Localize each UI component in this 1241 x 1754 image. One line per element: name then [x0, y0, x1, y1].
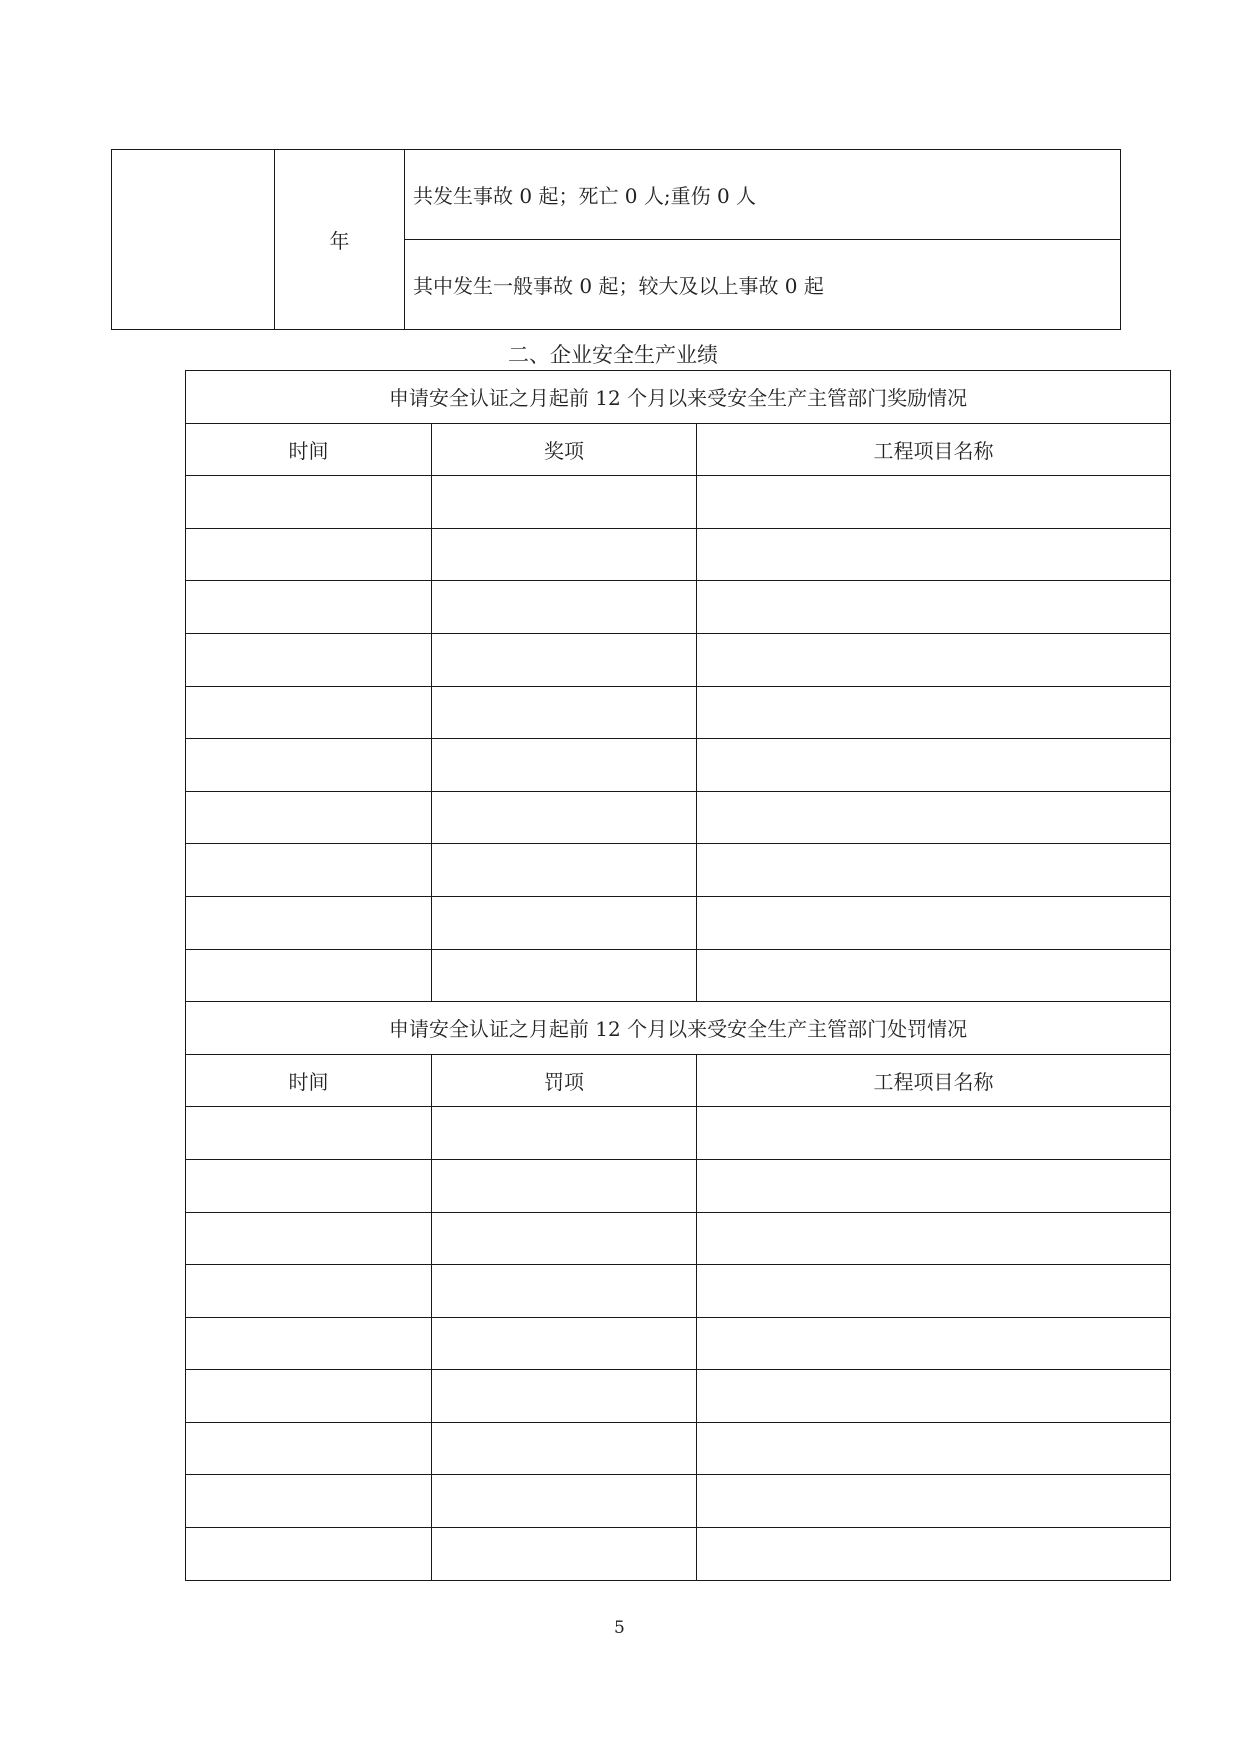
penalties-blank-cell	[697, 1159, 1171, 1212]
awards-blank-cell	[186, 791, 432, 844]
awards-blank-cell	[697, 686, 1171, 739]
penalties-table-row	[186, 1317, 1171, 1370]
awards-blank-cell	[432, 686, 697, 739]
penalties-blank-cell	[697, 1528, 1171, 1581]
awards-blank-cell	[432, 633, 697, 686]
penalties-blank-cell	[697, 1370, 1171, 1423]
awards-table-row	[186, 844, 1171, 897]
penalties-blank-cell	[186, 1107, 432, 1160]
awards-blank-cell	[186, 844, 432, 897]
awards-blank-cell	[186, 686, 432, 739]
penalties-table-row	[186, 1159, 1171, 1212]
awards-blank-cell	[432, 581, 697, 634]
penalties-table-row	[186, 1528, 1171, 1581]
penalties-blank-cell	[432, 1317, 697, 1370]
penalties-blank-cell	[186, 1528, 432, 1581]
page-number: 5	[614, 1618, 625, 1638]
penalties-header-cell: 罚项	[432, 1054, 697, 1107]
awards-blank-cell	[432, 844, 697, 897]
awards-blank-cell	[432, 896, 697, 949]
penalties-caption: 申请安全认证之月起前 12 个月以来受安全生产主管部门处罚情况	[186, 1002, 1171, 1055]
penalties-blank-cell	[432, 1422, 697, 1475]
penalties-caption-row	[186, 1002, 1171, 1055]
awards-blank-cell	[697, 739, 1171, 792]
awards-blank-cell	[697, 581, 1171, 634]
awards-header-cell: 工程项目名称	[697, 423, 1171, 476]
awards-blank-cell	[432, 528, 697, 581]
penalties-table-row	[186, 1475, 1171, 1528]
penalties-blank-cell	[186, 1317, 432, 1370]
penalties-header-row	[186, 1054, 1171, 1107]
awards-caption-row	[186, 371, 1171, 424]
penalties-table-row	[186, 1212, 1171, 1265]
awards-blank-cell	[697, 476, 1171, 529]
penalties-blank-cell	[432, 1528, 697, 1581]
penalties-blank-cell	[186, 1159, 432, 1212]
penalties-header-cell: 时间	[186, 1054, 432, 1107]
awards-table-row	[186, 791, 1171, 844]
awards-caption: 申请安全认证之月起前 12 个月以来受安全生产主管部门奖励情况	[186, 371, 1171, 424]
awards-table-row	[186, 476, 1171, 529]
year-label: 年	[275, 150, 405, 330]
awards-table-row	[186, 528, 1171, 581]
blank-label-cell	[112, 150, 275, 330]
awards-blank-cell	[697, 844, 1171, 897]
awards-blank-cell	[186, 528, 432, 581]
penalties-blank-cell	[432, 1107, 697, 1160]
awards-blank-cell	[186, 896, 432, 949]
awards-blank-cell	[186, 581, 432, 634]
penalties-table-row	[186, 1107, 1171, 1160]
accident-summary-table	[111, 149, 1121, 330]
penalties-blank-cell	[186, 1475, 432, 1528]
awards-table-row	[186, 896, 1171, 949]
awards-blank-cell	[186, 476, 432, 529]
awards-table-row	[186, 949, 1171, 1002]
penalties-blank-cell	[697, 1422, 1171, 1475]
awards-blank-cell	[697, 791, 1171, 844]
accident-breakdown-line: 其中发生一般事故 0 起；较大及以上事故 0 起	[405, 240, 1121, 330]
penalties-blank-cell	[432, 1159, 697, 1212]
awards-blank-cell	[697, 896, 1171, 949]
awards-blank-cell	[186, 739, 432, 792]
awards-blank-cell	[432, 949, 697, 1002]
awards-blank-cell	[697, 949, 1171, 1002]
penalties-blank-cell	[432, 1265, 697, 1318]
penalties-table-row	[186, 1370, 1171, 1423]
awards-blank-cell	[432, 739, 697, 792]
penalties-header-cell: 工程项目名称	[697, 1054, 1171, 1107]
penalties-blank-cell	[697, 1212, 1171, 1265]
penalties-blank-cell	[697, 1265, 1171, 1318]
awards-header-row	[186, 423, 1171, 476]
penalties-blank-cell	[186, 1265, 432, 1318]
accident-total-line: 共发生事故 0 起；死亡 0 人;重伤 0 人	[405, 150, 1121, 240]
safety-performance-table	[185, 370, 1171, 1581]
penalties-blank-cell	[186, 1422, 432, 1475]
awards-table-row	[186, 686, 1171, 739]
awards-blank-cell	[186, 633, 432, 686]
penalties-blank-cell	[697, 1475, 1171, 1528]
penalties-table-row	[186, 1265, 1171, 1318]
awards-header-cell: 时间	[186, 423, 432, 476]
awards-header-cell: 奖项	[432, 423, 697, 476]
penalties-blank-cell	[697, 1317, 1171, 1370]
penalties-blank-cell	[186, 1370, 432, 1423]
awards-blank-cell	[186, 949, 432, 1002]
penalties-blank-cell	[432, 1212, 697, 1265]
awards-table-row	[186, 739, 1171, 792]
awards-blank-cell	[432, 476, 697, 529]
awards-blank-cell	[697, 528, 1171, 581]
section-title: 二、企业安全生产业绩	[508, 343, 718, 367]
penalties-blank-cell	[186, 1212, 432, 1265]
penalties-blank-cell	[697, 1107, 1171, 1160]
awards-table-row	[186, 633, 1171, 686]
awards-table-row	[186, 581, 1171, 634]
penalties-blank-cell	[432, 1370, 697, 1423]
awards-blank-cell	[697, 633, 1171, 686]
penalties-blank-cell	[432, 1475, 697, 1528]
penalties-table-row	[186, 1422, 1171, 1475]
awards-blank-cell	[432, 791, 697, 844]
